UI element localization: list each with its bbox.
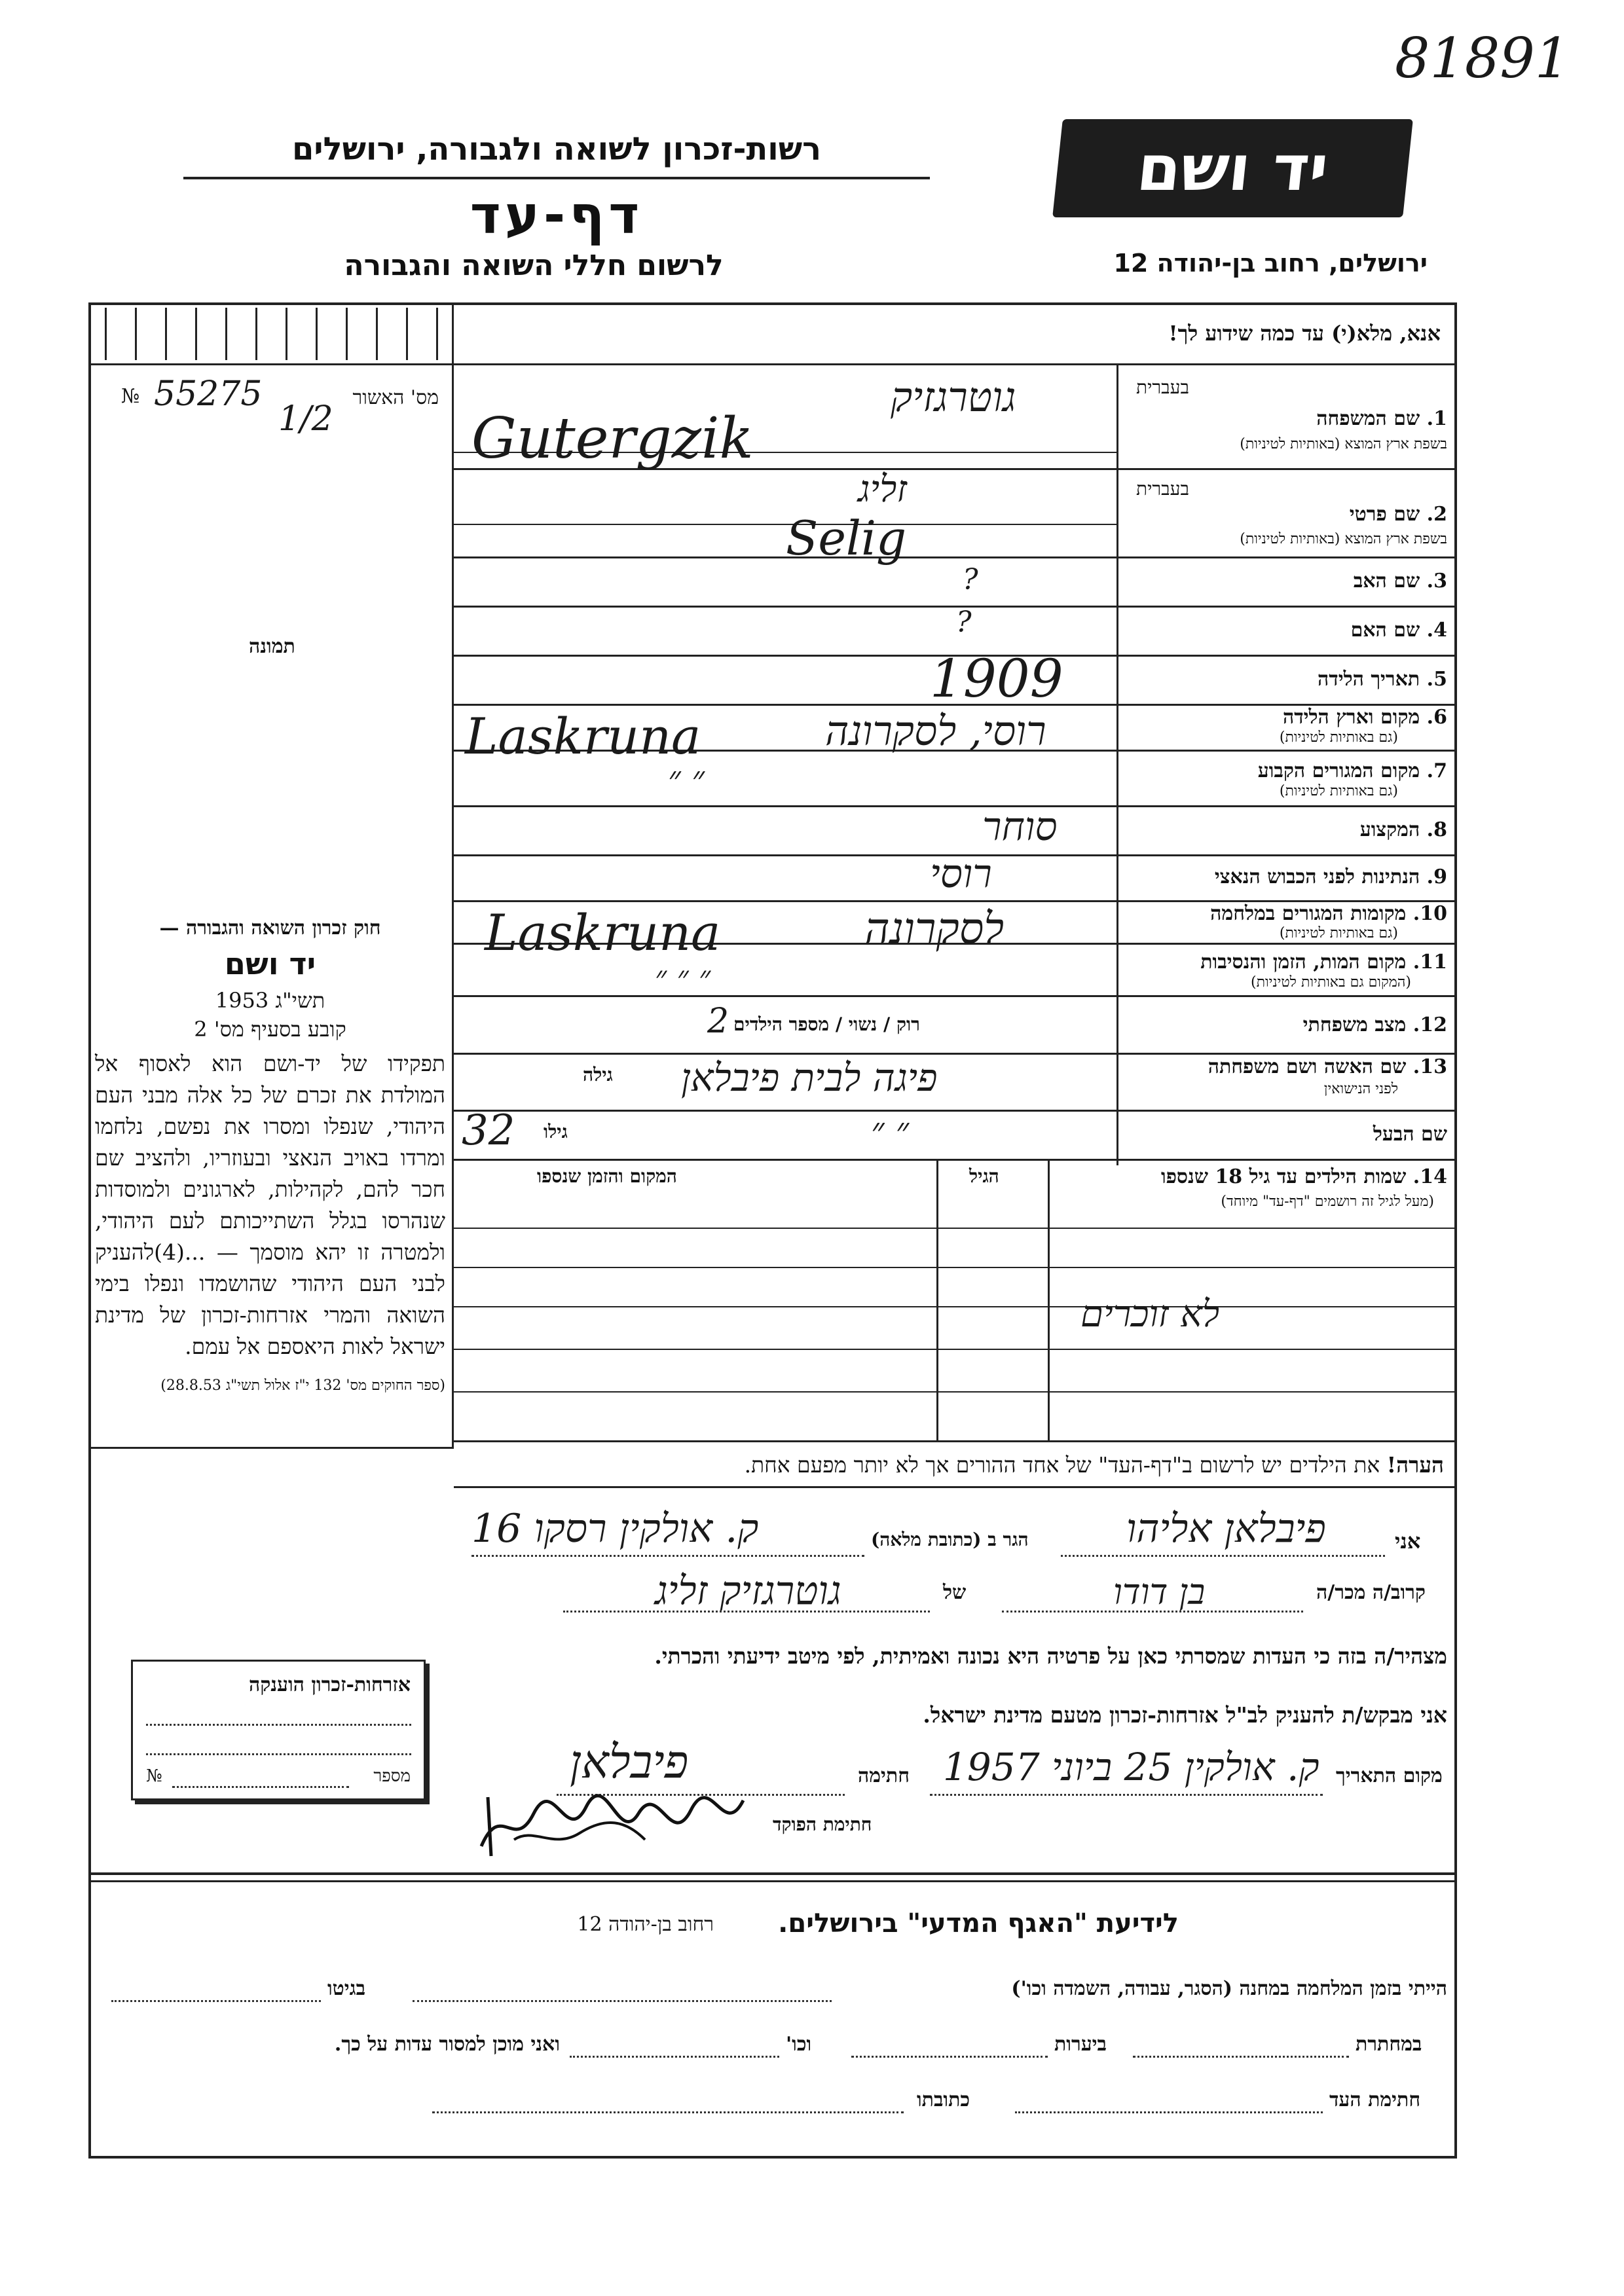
note <box>478 1452 1444 1478</box>
field9-label: 9. הנתינות לפני הכבוש הנאצי <box>1214 866 1447 888</box>
yad-vashem-logo <box>1052 119 1413 217</box>
citizenship-number-prefix: № <box>146 1766 162 1786</box>
field11-value: ״ ״ ״ <box>655 959 711 996</box>
footer-witness-sig: חתימת העד <box>1329 2088 1421 2111</box>
field1-hebrew-value: גוטרגזיק <box>891 373 1016 421</box>
decl-signature: פיבלאן <box>570 1735 689 1789</box>
decl-place-date: ק. אולקין 25 ביוני 1957 <box>943 1745 1320 1789</box>
field8-value: סוחר <box>982 804 1058 850</box>
decl-of-label: של <box>943 1581 967 1604</box>
decl-resides-label: הגר ב (כתובת מלאה) <box>871 1529 1029 1550</box>
decl-request: אני מבקש/ת להעניק לב"ל אזרחות-זכרון מטעם מדינת ישראל. <box>923 1702 1447 1728</box>
field2-latin-value: Selig <box>786 511 907 566</box>
field8-label: 8. המקצוע <box>1359 818 1447 841</box>
children-age-col: הגיל <box>969 1165 999 1187</box>
approval-suffix: 1/2 <box>278 399 333 439</box>
field1-latin-value: Gutergzik <box>471 406 754 471</box>
field4-value: ? <box>956 606 972 639</box>
footer-address-label: כתובתו <box>917 2088 970 2111</box>
field6-sub: (גם באותיות לטיניות) <box>1279 729 1398 746</box>
field1-label: 1. שם המשפחה <box>1316 407 1447 430</box>
header-address: ירושלים, רחוב בן-יהודה 12 <box>1113 249 1428 278</box>
field6-hebrew-value: רוסי, לסקרונה <box>825 707 1046 755</box>
husband-value: ״ ״ <box>871 1110 910 1151</box>
field10-latin-value: Laskruna <box>485 903 721 962</box>
field12-options: רוק / נשוי / מספר הילדים <box>733 1013 920 1035</box>
field2-label: 2. שם פרטי <box>1349 503 1447 526</box>
children-entry: לא זוכרים <box>1080 1293 1220 1336</box>
law-ref: (ספר החוקים מס' 132 י"ז אלול תשי"ג 28.8.53) <box>160 1377 445 1394</box>
law-year: תשי"ג 1953 <box>215 988 325 1013</box>
note-label: הערה! <box>1386 1452 1444 1478</box>
footer-ready: ואני מוכן למסור עדות על כך. <box>334 2033 560 2056</box>
header-rule <box>183 177 930 179</box>
authority-name: רשות-זכרון לשואה ולגבורה, ירושלים <box>291 131 822 168</box>
field7-value: ״ ״ <box>668 759 705 799</box>
footer-line1: הייתי בזמן המלחמה במחנה (הסגר, עבודה, השמדה וכו') <box>1011 1977 1447 2000</box>
field4-label: 4. שם האם <box>1350 619 1447 642</box>
field11-sub: (המקום גם באותיות לטיניות) <box>1251 974 1411 991</box>
field1-lang: בעברית <box>1136 376 1190 398</box>
intro-text: אנא, מלא(י) עד כמה שידוע לך! <box>1168 321 1441 346</box>
field12-label: 12. מצב משפחתי <box>1302 1013 1447 1036</box>
footer-etc: וכו' <box>786 2033 812 2056</box>
field5-value: 1909 <box>930 648 1063 709</box>
form-subtitle: לרשום חללי השואה והגבורה <box>344 249 724 282</box>
decl-address: ק. אולקין רסקו 16 <box>471 1506 759 1552</box>
citizenship-number-label: מספר <box>373 1766 411 1786</box>
field13-value: פיגה לבית פיבלאן <box>681 1055 938 1100</box>
citizenship-box <box>131 1660 426 1800</box>
footer-forests: ביערות <box>1054 2033 1107 2056</box>
field2-sub: בשפת ארץ המוצא (באותיות לטיניות) <box>1240 531 1447 547</box>
wife-age-label: גילה <box>583 1064 613 1085</box>
citizenship-title: אזרחות-זכרון הוענקה <box>248 1673 411 1696</box>
field13-sub: לפני הנישואין <box>1323 1081 1398 1097</box>
decl-name: פיבלאן אליהו <box>1126 1506 1326 1552</box>
children-label: 14. שמות הילדים עד גיל 18 שנספו <box>1160 1165 1447 1188</box>
decl-relation-label: קרוב/ה מכר/ה <box>1316 1581 1426 1604</box>
field7-sub: (גם באותיות לטיניות) <box>1279 783 1398 799</box>
footer-ghetto: בגיטו <box>327 1977 366 2000</box>
law-block <box>95 917 445 1394</box>
decl-officer-label: חתימת הפוקד <box>773 1813 872 1835</box>
decl-ani: אני <box>1395 1529 1421 1554</box>
officer-signature <box>475 1787 750 1859</box>
field6-latin-value: Laskruna <box>465 707 701 765</box>
husband-age: 32 <box>462 1106 515 1155</box>
field7-label: 7. מקום המגורים הקבוע <box>1257 759 1447 782</box>
field10-hebrew-value: לסקרונה <box>864 903 1005 954</box>
husband-label: שם הבעל <box>1373 1123 1447 1146</box>
children-sub: (מעל לגיל זה רושמים "דף-עד" מיוחד) <box>1221 1194 1434 1210</box>
children-place-col: המקום והזמן שנספו <box>537 1165 677 1187</box>
note-text: את הילדים יש לרשום ב"דף-העד" של אחד ההורים אך לא יותר מפעם אחת. <box>744 1452 1380 1478</box>
field2-lang: בעברית <box>1136 478 1190 500</box>
stub-boxes <box>105 308 445 360</box>
decl-of: גוטרגזיק זליג <box>655 1568 841 1614</box>
approval-prefix: № <box>121 385 140 408</box>
footer-address: רחוב בן-יהודה 12 <box>577 1913 714 1936</box>
field10-sub: (גם באותיות לטיניות) <box>1279 925 1398 941</box>
form-title: דף-עד <box>470 185 644 246</box>
decl-relation: בן דודו <box>1113 1571 1206 1613</box>
field1-sub: בשפת ארץ המוצא (באותיות לטיניות) <box>1240 436 1447 452</box>
field6-label: 6. מקום וארץ הלידה <box>1282 706 1447 729</box>
field9-value: רוסי <box>930 851 992 897</box>
husband-age-label: גילו <box>544 1121 568 1142</box>
field13-label: 13. שם האשה ושם משפחתה <box>1208 1055 1447 1078</box>
footer-title: לידיעת "האגף המדעי" בירושלים. <box>778 1908 1179 1939</box>
field3-value: ? <box>963 563 978 596</box>
archive-number: 81891 <box>1395 26 1570 90</box>
field5-label: 5. תאריך הלידה <box>1318 668 1447 691</box>
law-name: יד ושם <box>224 946 316 981</box>
field2-hebrew-value: זליג <box>858 468 907 511</box>
law-title: חוק זכרון השואה והגבורה — <box>159 917 381 939</box>
photo-label: תמונה <box>249 635 295 658</box>
field3-label: 3. שם האב <box>1353 570 1447 592</box>
decl-place-date-label: מקום התאריך <box>1336 1764 1443 1787</box>
law-clause: קובע בסעיף מס' 2 <box>194 1017 346 1042</box>
field11-label: 11. מקום המות, הזמן והנסיבות <box>1200 951 1447 974</box>
approval-label: מס' האשור <box>352 386 439 409</box>
decl-statement: מצהיר/ה בזה כי העדות שמסרתי כאן על פרטיה היא נכונה ואמיתית, לפי מיטב ידיעתי והכרתי. <box>654 1643 1447 1669</box>
field10-label: 10. מקומות המגורים במלחמה <box>1210 902 1447 925</box>
decl-signature-label: חתימה <box>858 1764 910 1787</box>
law-body: תפקידו של יד-ושם הוא לאסוף אל המולדת את זכרם של כל אלה מבני העם היהודי, שנפלו ומסרו את נפשם, נלחמו ומרדו באויב הנאצי ובעוזריו, ולהציב שם חכר להם, לקהילות, לארגונים ולמוסדות שנהרסו בגלל השתייכותם לעם היהודי, ולמטרה זו יהא מוסמך — ...(4)להעניק לבני העם היהודי שהושמדו ונפלו בימי השואה והמרי אזרחות-זכרון של מדינת ישראל לאות היאספם אל עמם. <box>95 1051 445 1359</box>
field12-value: 2 <box>707 1002 729 1041</box>
logo-text: יד ושם <box>1134 132 1332 205</box>
footer-underground: במחתרת <box>1356 2033 1422 2056</box>
approval-number: 55275 <box>154 374 263 414</box>
